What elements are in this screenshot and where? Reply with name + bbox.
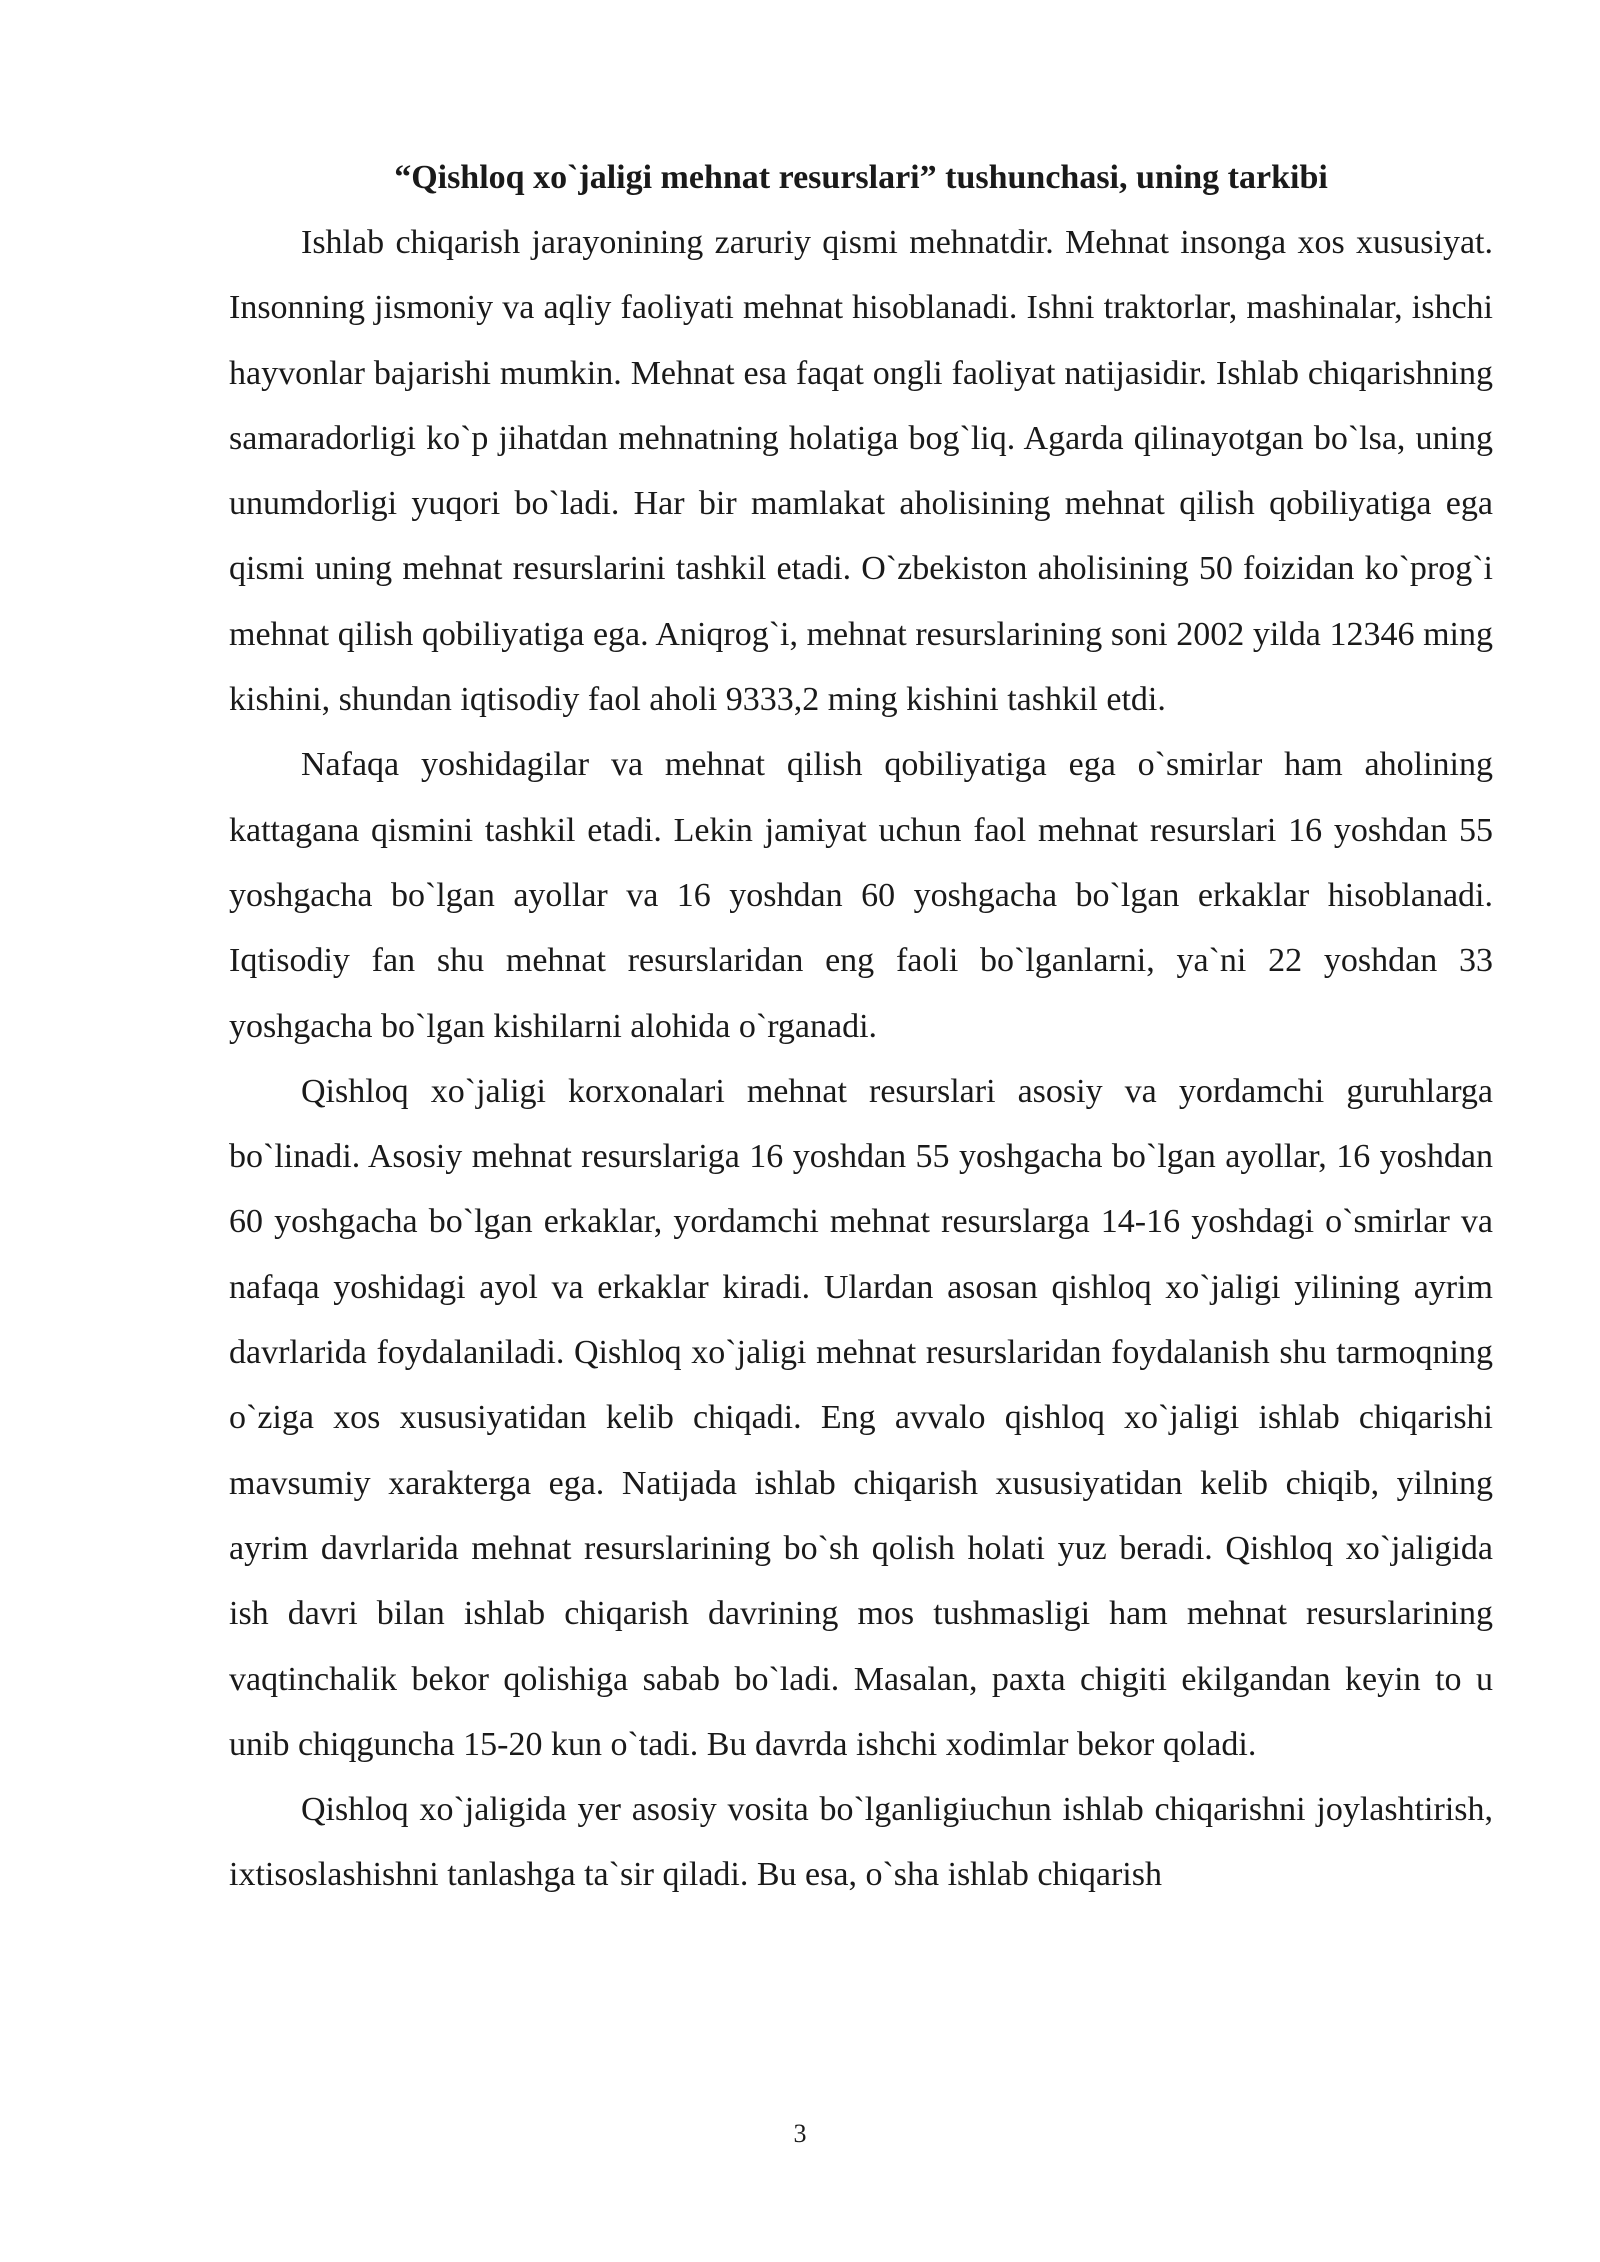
page-number: 3 [793, 2119, 807, 2148]
paragraph-4: Qishloq xo`jaligida yer asosiy vosita bo`lganligiuchun ishlab chiqarishni joylashtirish, ixtisoslashishni tanlashga ta`sir qiladi. Bu esa, o`sha ishlab chiqarish [229, 1791, 1493, 1894]
paragraph-3: Qishloq xo`jaligi korxonalari mehnat resurslari asosiy va yordamchi guruhlarga bo`linadi. Asosiy mehnat resurslariga 16 yoshdan 55 yoshgacha bo`lgan ayollar, 16 yoshdan 60 yoshgacha bo`lgan erkaklar, yordamchi mehnat resurslarga 14-16 yoshdagi o`smirlar va nafaqa yoshidagi ayol va erkaklar kiradi. Ulardan asosan qishloq xo`jaligi yilining ayrim davrlarida foydalaniladi. Qishloq xo`jaligi mehnat resurslaridan foydalanish shu tarmoqning o`ziga xos xususiyatidan kelib chiqadi. Eng avvalo qishloq xo`jaligi ishlab chiqarishi mavsumiy xarakterga ega. Natijada ishlab chiqarish xususiyatidan kelib chiqib, yilning ayrim davrlarida mehnat resurslarining bo`sh qolish holati yuz beradi. Qishloq xo`jaligida ish davri bilan ishlab chiqarish davrining mos tushmasligi ham mehnat resurslarining vaqtinchalik bekor qolishiga sabab bo`ladi. Masalan, paxta chigiti ekilgandan keyin to u unib chiqguncha 15-20 kun o`tadi. Bu davrda ishchi xodimlar bekor qoladi. [229, 1072, 1493, 1763]
paragraph-1: Ishlab chiqarish jarayonining zaruriy qismi mehnatdir. Mehnat insonga xos xususiyat. Insonning jismoniy va aqliy faoliyati mehnat hisoblanadi. Ishni traktorlar, mashinalar, ishchi hayvonlar bajarishi mumkin. Mehnat esa faqat ongli faoliyat natijasidir. Ishlab chiqarishning samaradorligi ko`p jihatdan mehnatning holatiga bog`liq. Agarda qilinayotgan bo`lsa, uning unumdorligi yuqori bo`ladi. Har bir mamlakat aholisining mehnat qilish qobiliyatiga ega qismi uning mehnat resurslarini tashkil etadi. O`zbekiston aholisining 50 foizidan ko`prog`i mehnat qilish qobiliyatiga ega. Aniqrog`i, mehnat resurslarining soni 2002 yilda 12346 ming kishini, shundan iqtisodiy faol aholi 9333,2 ming kishini tashkil etdi. [229, 224, 1493, 719]
paragraph-2: Nafaqa yoshidagilar va mehnat qilish qobiliyatiga ega o`smirlar ham aholining kattagana qismini tashkil etadi. Lekin jamiyat uchun faol mehnat resurslari 16 yoshdan 55 yoshgacha bo`lgan ayollar va 16 yoshdan 60 yoshgacha bo`lgan erkaklar hisoblanadi. Iqtisodiy fan shu mehnat resurslaridan eng faoli bo`lganlarni, ya`ni 22 yoshdan 33 yoshgacha bo`lgan kishilarni alohida o`rganadi. [229, 746, 1493, 1045]
document-page [229, 148, 1493, 1908]
document-title: “Qishloq xo`jaligi mehnat resurslari” tushunchasi, uning tarkibi [394, 159, 1328, 196]
